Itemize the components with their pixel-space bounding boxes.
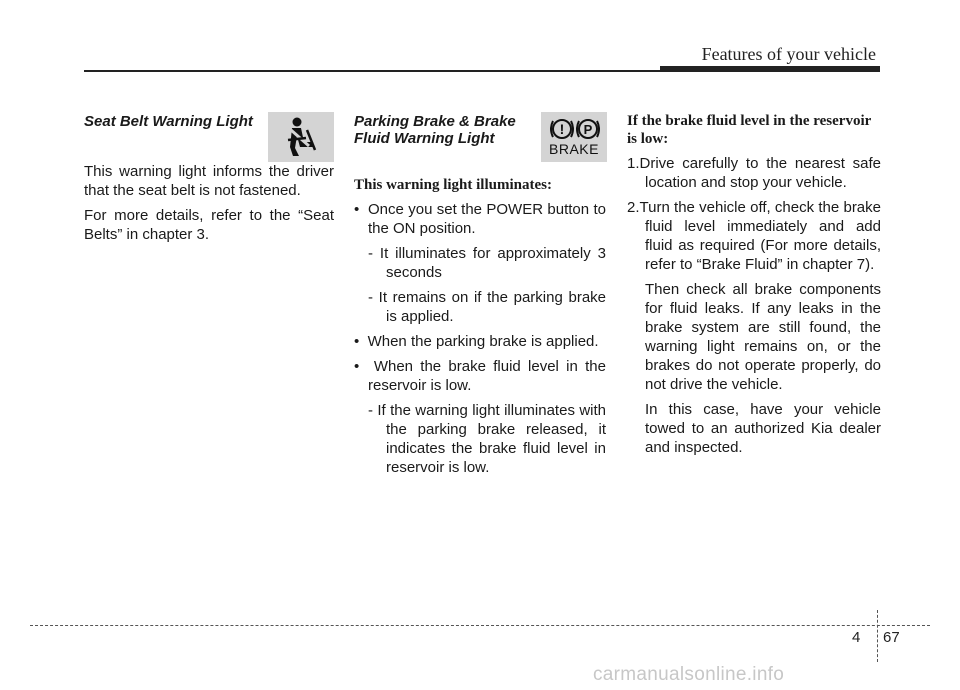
page-number: 67 [883, 629, 900, 646]
section-heading-line2: Fluid Warning Light [354, 130, 495, 147]
footer-divider [877, 610, 878, 662]
numbered-item: 2.Turn the vehicle off, check the brake fluid level immediately and add fluid as required (For more details, refer to “Brake Fluid” in chapter 7). [627, 199, 881, 273]
section-heading: If the brake fluid level in the reservoir is low: [627, 113, 871, 147]
bullet-item: • When the brake fluid level in the reservoir is low. [354, 358, 606, 394]
sub-item: - It remains on if the parking brake is applied. [368, 289, 606, 325]
watermark: carmanualsonline.info [593, 664, 785, 685]
header-title: Features of your vehicle [701, 44, 876, 64]
column-brake-fluid-low [627, 108, 881, 463]
section-heading-line1: Parking Brake & Brake [354, 113, 516, 130]
sub-item: - If the warning light illuminates with the parking brake released, it indicates the brake fluid level in reservoir is low. [368, 402, 606, 476]
chapter-number: 4 [852, 629, 861, 646]
paragraph: For more details, refer to the “Seat Belts” in chapter 3. [84, 207, 334, 243]
sub-item: - It illuminates for approximately 3 seconds [368, 245, 606, 281]
paragraph: In this case, have your vehicle towed to an authorized Kia dealer and inspected. [645, 401, 881, 456]
icon-brake-label: BRAKE [549, 141, 599, 157]
paragraph: Then check all brake components for fluid leaks. If any leaks in the brake system are still found, the warning light remains on, or the brakes do not operate properly, do not drive the vehicle. [645, 281, 881, 393]
intro-text: This warning light illuminates: [354, 177, 552, 193]
footer-rule [30, 625, 930, 626]
column-seat-belt [84, 108, 334, 250]
bullet-item: • Once you set the POWER button to the ON position. [354, 201, 606, 237]
bullet-item: • When the parking brake is applied. [354, 333, 599, 350]
column-parking-brake [354, 108, 606, 483]
icon-p: P [583, 122, 593, 137]
numbered-item: 1.Drive carefully to the nearest safe location and stop your vehicle. [627, 155, 881, 191]
header-rule-accent [660, 66, 880, 72]
icon-exclamation: ! [559, 121, 565, 137]
parking-brake-warning-icon [541, 112, 607, 162]
seat-belt-warning-icon [268, 112, 334, 162]
section-heading: Seat Belt Warning Light [84, 113, 253, 130]
paragraph: This warning light informs the driver that the seat belt is not fastened. [84, 163, 334, 199]
